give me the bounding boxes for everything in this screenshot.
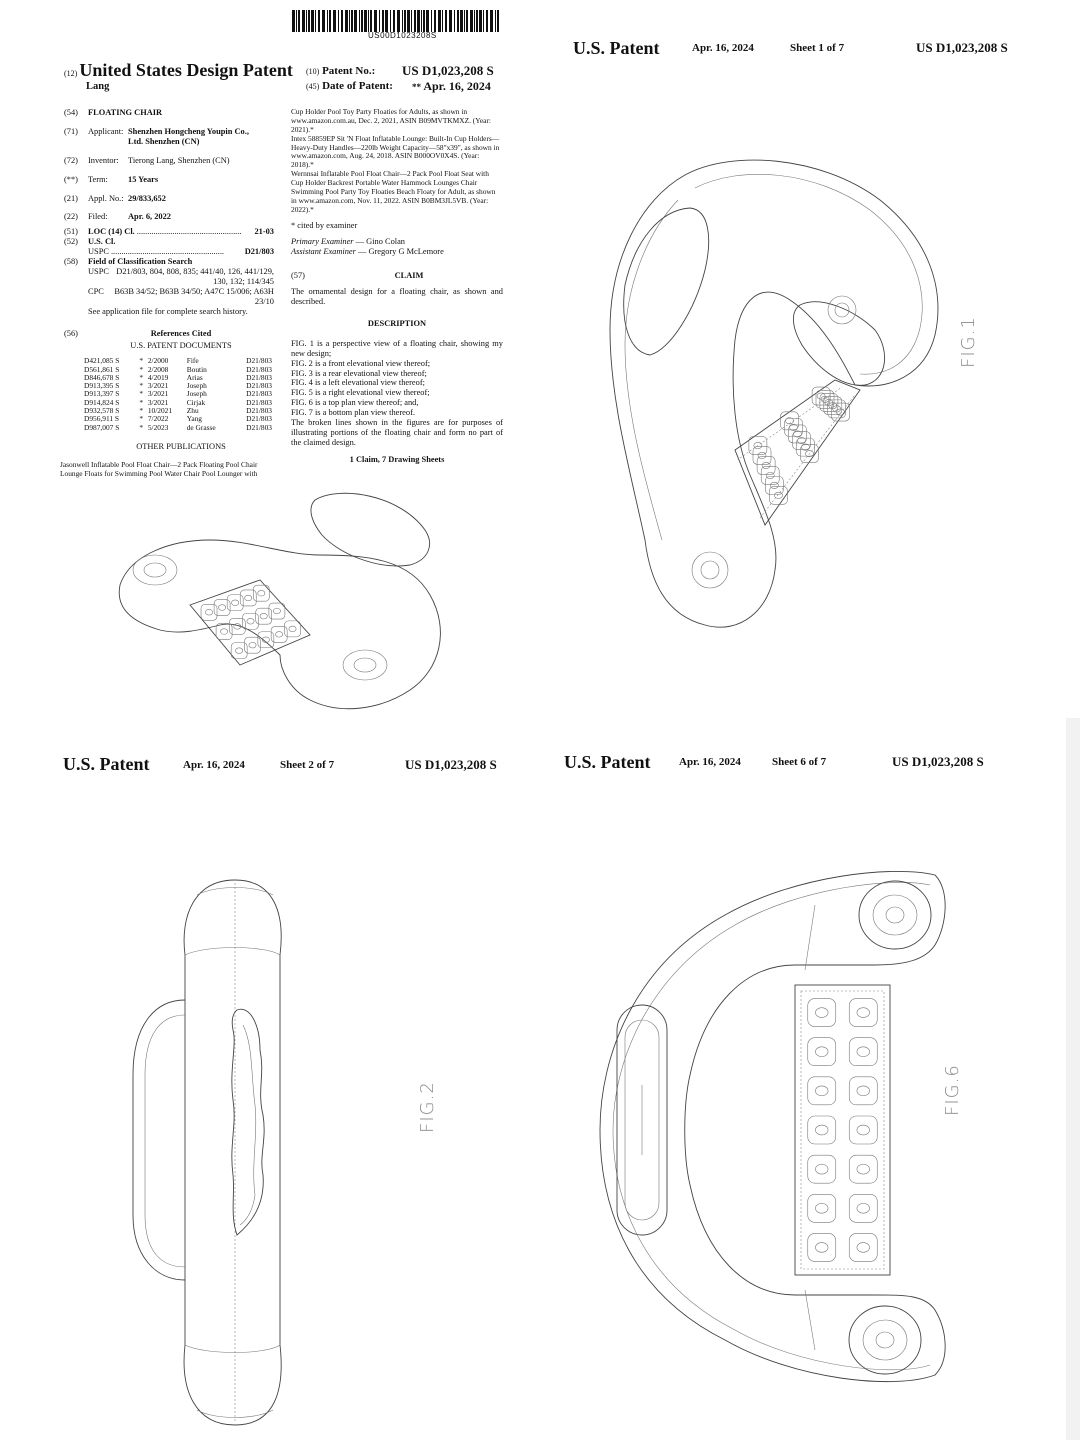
patent-title: United States Design Patent xyxy=(79,60,293,80)
date-marker: ** xyxy=(412,82,421,92)
us-docs-heading: U.S. PATENT DOCUMENTS xyxy=(130,341,232,351)
ref-patent-number: D956,911 S xyxy=(84,414,120,424)
ref-cited-mark: * xyxy=(139,381,144,391)
fig2-label: FIG.2 xyxy=(417,1081,438,1133)
ref-name: Fife xyxy=(186,356,199,366)
fig6-label: FIG.6 xyxy=(942,1064,963,1116)
claims-summary: 1 Claim, 7 Drawing Sheets xyxy=(349,454,445,464)
field-52: (52) U.S. Cl. xyxy=(64,237,116,247)
field-71: (71) Applicant: Shenzhen Hongcheng Youpin Co., Ltd. Shenzhen (CN) xyxy=(64,127,274,147)
assistant-examiner: Assistant Examiner — Gregory G McLemore xyxy=(291,247,444,257)
sheet2-date: Apr. 16, 2024 xyxy=(183,759,245,771)
description-item: FIG. 3 is a rear elevational view thereof; xyxy=(291,368,427,378)
sheet1-label: U.S. Patent xyxy=(573,38,660,58)
inventor: Tierong Lang, Shenzhen (CN) xyxy=(128,155,230,165)
sheet1-number-of: Sheet 1 of 7 xyxy=(790,42,845,54)
applicant: Shenzhen Hongcheng Youpin Co., Ltd. Shenzhen (CN) xyxy=(128,126,249,146)
ref-class: D21/803 xyxy=(246,372,272,382)
other-publication: Cup Holder Pool Toy Party Floaties for Adults, as shown in www.amazon.com.au, Dec. 2, 2021, ASIN B09MVTKMXZ. (Year: 2021).* xyxy=(291,107,491,134)
ref-cited-mark: * xyxy=(139,414,144,424)
ref-class: D21/803 xyxy=(246,414,272,424)
ref-class: D21/803 xyxy=(246,364,272,374)
description-item: FIG. 6 is a top plan view thereof; and, xyxy=(291,398,419,408)
ref-cited-mark: * xyxy=(139,389,144,399)
fig1-perspective-drawing xyxy=(590,140,950,640)
ref-name: Zhu xyxy=(186,406,199,415)
ref-name: Cirjak xyxy=(186,397,206,407)
ref-date: 2/2000 xyxy=(147,356,169,366)
other-pubs-heading: OTHER PUBLICATIONS xyxy=(136,441,226,451)
ref-date: 3/2021 xyxy=(147,389,169,399)
sheet6-date: Apr. 16, 2024 xyxy=(679,756,741,768)
field-21: (21) Appl. No.: 29/833,652 xyxy=(64,193,166,203)
sheet1-patent-number: US D1,023,208 S xyxy=(916,40,1008,55)
sheet2-number-of: Sheet 2 of 7 xyxy=(280,759,335,771)
ref-patent-number: D846,678 S xyxy=(84,372,120,382)
ref-cited-mark: * xyxy=(139,372,144,382)
sheet2-label: U.S. Patent xyxy=(63,754,150,774)
description-item: FIG. 4 is a left elevational view thereof; xyxy=(291,378,425,388)
barcode xyxy=(292,10,502,32)
description-item: FIG. 5 is a right elevational view thereof; xyxy=(291,388,430,398)
sheet6-label: U.S. Patent xyxy=(564,752,651,772)
term: 15 Years xyxy=(128,174,159,184)
ref-cited-mark: * xyxy=(139,406,144,415)
ref-class: D21/803 xyxy=(246,406,272,415)
fig1-label: FIG.1 xyxy=(958,316,979,368)
fig2-front-elevation-drawing xyxy=(125,875,295,1430)
front-right-column xyxy=(291,108,503,465)
front-page-representative-drawing xyxy=(110,485,460,720)
field-58: (58) Field of Classification Search xyxy=(64,257,193,267)
claim-text: The ornamental design for a floating chair, as shown and described. xyxy=(291,287,503,307)
sheet2-patent-number: US D1,023,208 S xyxy=(405,757,497,772)
claim-heading-row: (57) CLAIM xyxy=(291,271,503,281)
other-pub-1: Jasonwell Inflatable Pool Float Chair—2 Pack Floating Pool Chair Lounge Floats for Swimming Pool Water Chair Pool Lounger with xyxy=(60,459,258,479)
ref-date: 7/2022 xyxy=(147,414,169,424)
primary-examiner: Primary Examiner — Gino Colan xyxy=(291,237,405,247)
ref-date: 4/2019 xyxy=(147,372,169,382)
ref-name: Yang xyxy=(186,414,203,424)
ref-cited-mark: * xyxy=(139,397,144,407)
filed-date: Apr. 6, 2022 xyxy=(128,212,171,222)
search-uspc: D21/803, 804, 808, 835; 441/40, 126, 441/129, 130, 132; 114/345 xyxy=(116,266,274,286)
reference-row xyxy=(84,424,274,432)
field-51: (51) LOC (14) Cl. .................................................. 21-03 xyxy=(64,227,274,237)
description-item: FIG. 2 is a front elevational view thereof; xyxy=(291,358,431,368)
description-heading: DESCRIPTION xyxy=(367,318,427,328)
description-list xyxy=(291,339,503,448)
other-publication: Intex 58859EP Sit 'N Float Inflatable Lounge: Built-In Cup Holders—Heavy-Duty Handles—220lb Weight Capacity—58"x39", as shown in www.amazon.com, Aug. 24, 2018. ASIN B000OV0X4S. (Year: 2018).* xyxy=(291,133,500,170)
sheet1-date: Apr. 16, 2024 xyxy=(692,42,754,54)
description-item: FIG. 7 is a bottom plan view thereof. xyxy=(291,408,415,418)
other-publication: Wernnsai Inflatable Pool Float Chair—2 Pack Pool Float Seat with Cup Holder Backrest Portable Water Hammock Lounges Chair Swimming Pool Party Toy Floaties Beach Floaty for Adult, as shown in www.amazon.com, Nov. 11, 2022. ASIN B0BM3JL5VB. (Year: 2022).* xyxy=(291,169,496,214)
us-patent-docs-table xyxy=(84,357,274,432)
ref-name: Joseph xyxy=(186,389,207,399)
ref-date: 10/2021 xyxy=(147,406,173,415)
ref-date: 3/2021 xyxy=(147,397,169,407)
ref-class: D21/803 xyxy=(246,397,272,407)
ref-name: Arias xyxy=(186,372,203,382)
application-number: 29/833,652 xyxy=(128,193,166,203)
field-72: (72) Inventor: Tierong Lang, Shenzhen (CN) xyxy=(64,155,230,165)
ref-date: 5/2023 xyxy=(147,422,169,432)
field-56: (56) References Cited xyxy=(64,328,212,338)
front-left-column: (54) FLOATING CHAIR (71) Applicant: Shenzhen Hongcheng Youpin Co., Ltd. Shenzhen (CN) (72) Inventor: Tierong Lang, Shenzhen (CN) (**) Term: 15 Years (21) Appl. No.: 29/833,652 (22) Filed: Apr. 6, 2022 (51) LOC (14) Cl. .................................................. 21-03 (52) U.S. Cl. USPC ...................................................... D21/803 (58) Field of Classification Search USPC D21/803, 804, 808, 835; 441/40, 126, 441/129, 130, 132; 114/345 CPC B63B 34/52; B63B 34/50; A47C 15/006; A63H 23/10 See application file for complete search history. (56) References Cited U.S. PATENT DOCUMENTS D421,085 S * 2/2000 Fife D21/803 D561,861 S * 2/2008 Boutin D21/803 D846,678 S * 4/2019 Arias D21/803 D913,395 S * 3/2021 Joseph D21/803 D913,397 S * 3/2021 Joseph D21/803 D914,824 S * 3/2021 Cirjak D21/803 D932,578 S * 10/2021 Zhu D21/803 D956,911 S * 7/2022 Yang D21/803 D987,007 S * 5/2023 de Grasse D21/803 OTHER PUBLICATIONS Jasonwell Inflatable Pool Float Chair—2 Pack Floating Pool Chair Lounge Floats for Swimming Pool Water Chair Pool Lounger with xyxy=(60,108,274,479)
claim-heading: CLAIM xyxy=(394,271,424,281)
ref-patent-number: D913,397 S xyxy=(84,389,120,399)
patent-number: US D1,023,208 S xyxy=(402,63,494,78)
barcode-text: US00D1023208S xyxy=(368,31,437,40)
ref-cited-mark: * xyxy=(139,422,144,432)
ref-patent-number: D561,861 S xyxy=(84,364,120,374)
description-item: FIG. 1 is a perspective view of a floating chair, showing my new design; xyxy=(291,338,503,358)
field-term: (**) Term: 15 Years xyxy=(64,174,159,184)
ref-class: D21/803 xyxy=(246,389,272,399)
invention-title: FLOATING CHAIR xyxy=(88,108,163,117)
ref-patent-number: D932,578 S xyxy=(84,406,120,415)
ref-class: D21/803 xyxy=(246,381,272,391)
ref-patent-number: D913,395 S xyxy=(84,381,120,391)
field-22: (22) Filed: Apr. 6, 2022 xyxy=(64,212,171,222)
us-class: D21/803 xyxy=(244,247,274,257)
front-seat-mesh xyxy=(201,585,300,658)
ref-cited-mark: * xyxy=(139,364,144,374)
ref-patent-number: D914,824 S xyxy=(84,397,120,407)
field-54: (54) FLOATING CHAIR xyxy=(64,108,163,117)
other-pubs-continued xyxy=(291,108,503,215)
kind-code: (12) xyxy=(64,69,78,78)
cited-note: * cited by examiner xyxy=(291,220,358,230)
ref-class: D21/803 xyxy=(246,356,272,366)
ref-patent-number: D421,085 S xyxy=(84,356,120,366)
description-item: The broken lines shown in the figures are for purposes of illustrating portions of the floating chair and form no part of the claimed design. xyxy=(291,418,503,447)
sheet6-patent-number: US D1,023,208 S xyxy=(892,754,984,769)
patent-date: Apr. 16, 2024 xyxy=(423,79,491,93)
ref-name: de Grasse xyxy=(186,422,216,432)
patent-no-label: Patent No.: xyxy=(322,65,376,77)
ref-class: D21/803 xyxy=(246,422,272,432)
search-note: See application file for complete search history. xyxy=(88,306,248,316)
sheet1-header xyxy=(573,38,660,59)
search-cpc: B63B 34/52; B63B 34/50; A47C 15/006; A63H 23/10 xyxy=(114,286,274,306)
page-edge-strip xyxy=(1066,718,1080,1440)
ref-cited-mark: * xyxy=(139,356,144,366)
date-code: (45) xyxy=(306,82,320,91)
ref-date: 3/2021 xyxy=(147,381,169,391)
fig6-top-plan-drawing xyxy=(595,855,955,1400)
patent-no-code: (10) xyxy=(306,67,320,76)
ref-date: 2/2008 xyxy=(147,364,169,374)
inventor-surname: Lang xyxy=(86,81,110,92)
fig6-seat-mesh xyxy=(808,999,878,1262)
ref-name: Joseph xyxy=(186,381,207,391)
loc-class: 21-03 xyxy=(254,227,274,237)
date-label: Date of Patent: xyxy=(322,80,393,92)
ref-patent-number: D987,007 S xyxy=(84,422,120,432)
ref-name: Boutin xyxy=(186,364,207,374)
sheet6-number-of: Sheet 6 of 7 xyxy=(772,756,827,768)
